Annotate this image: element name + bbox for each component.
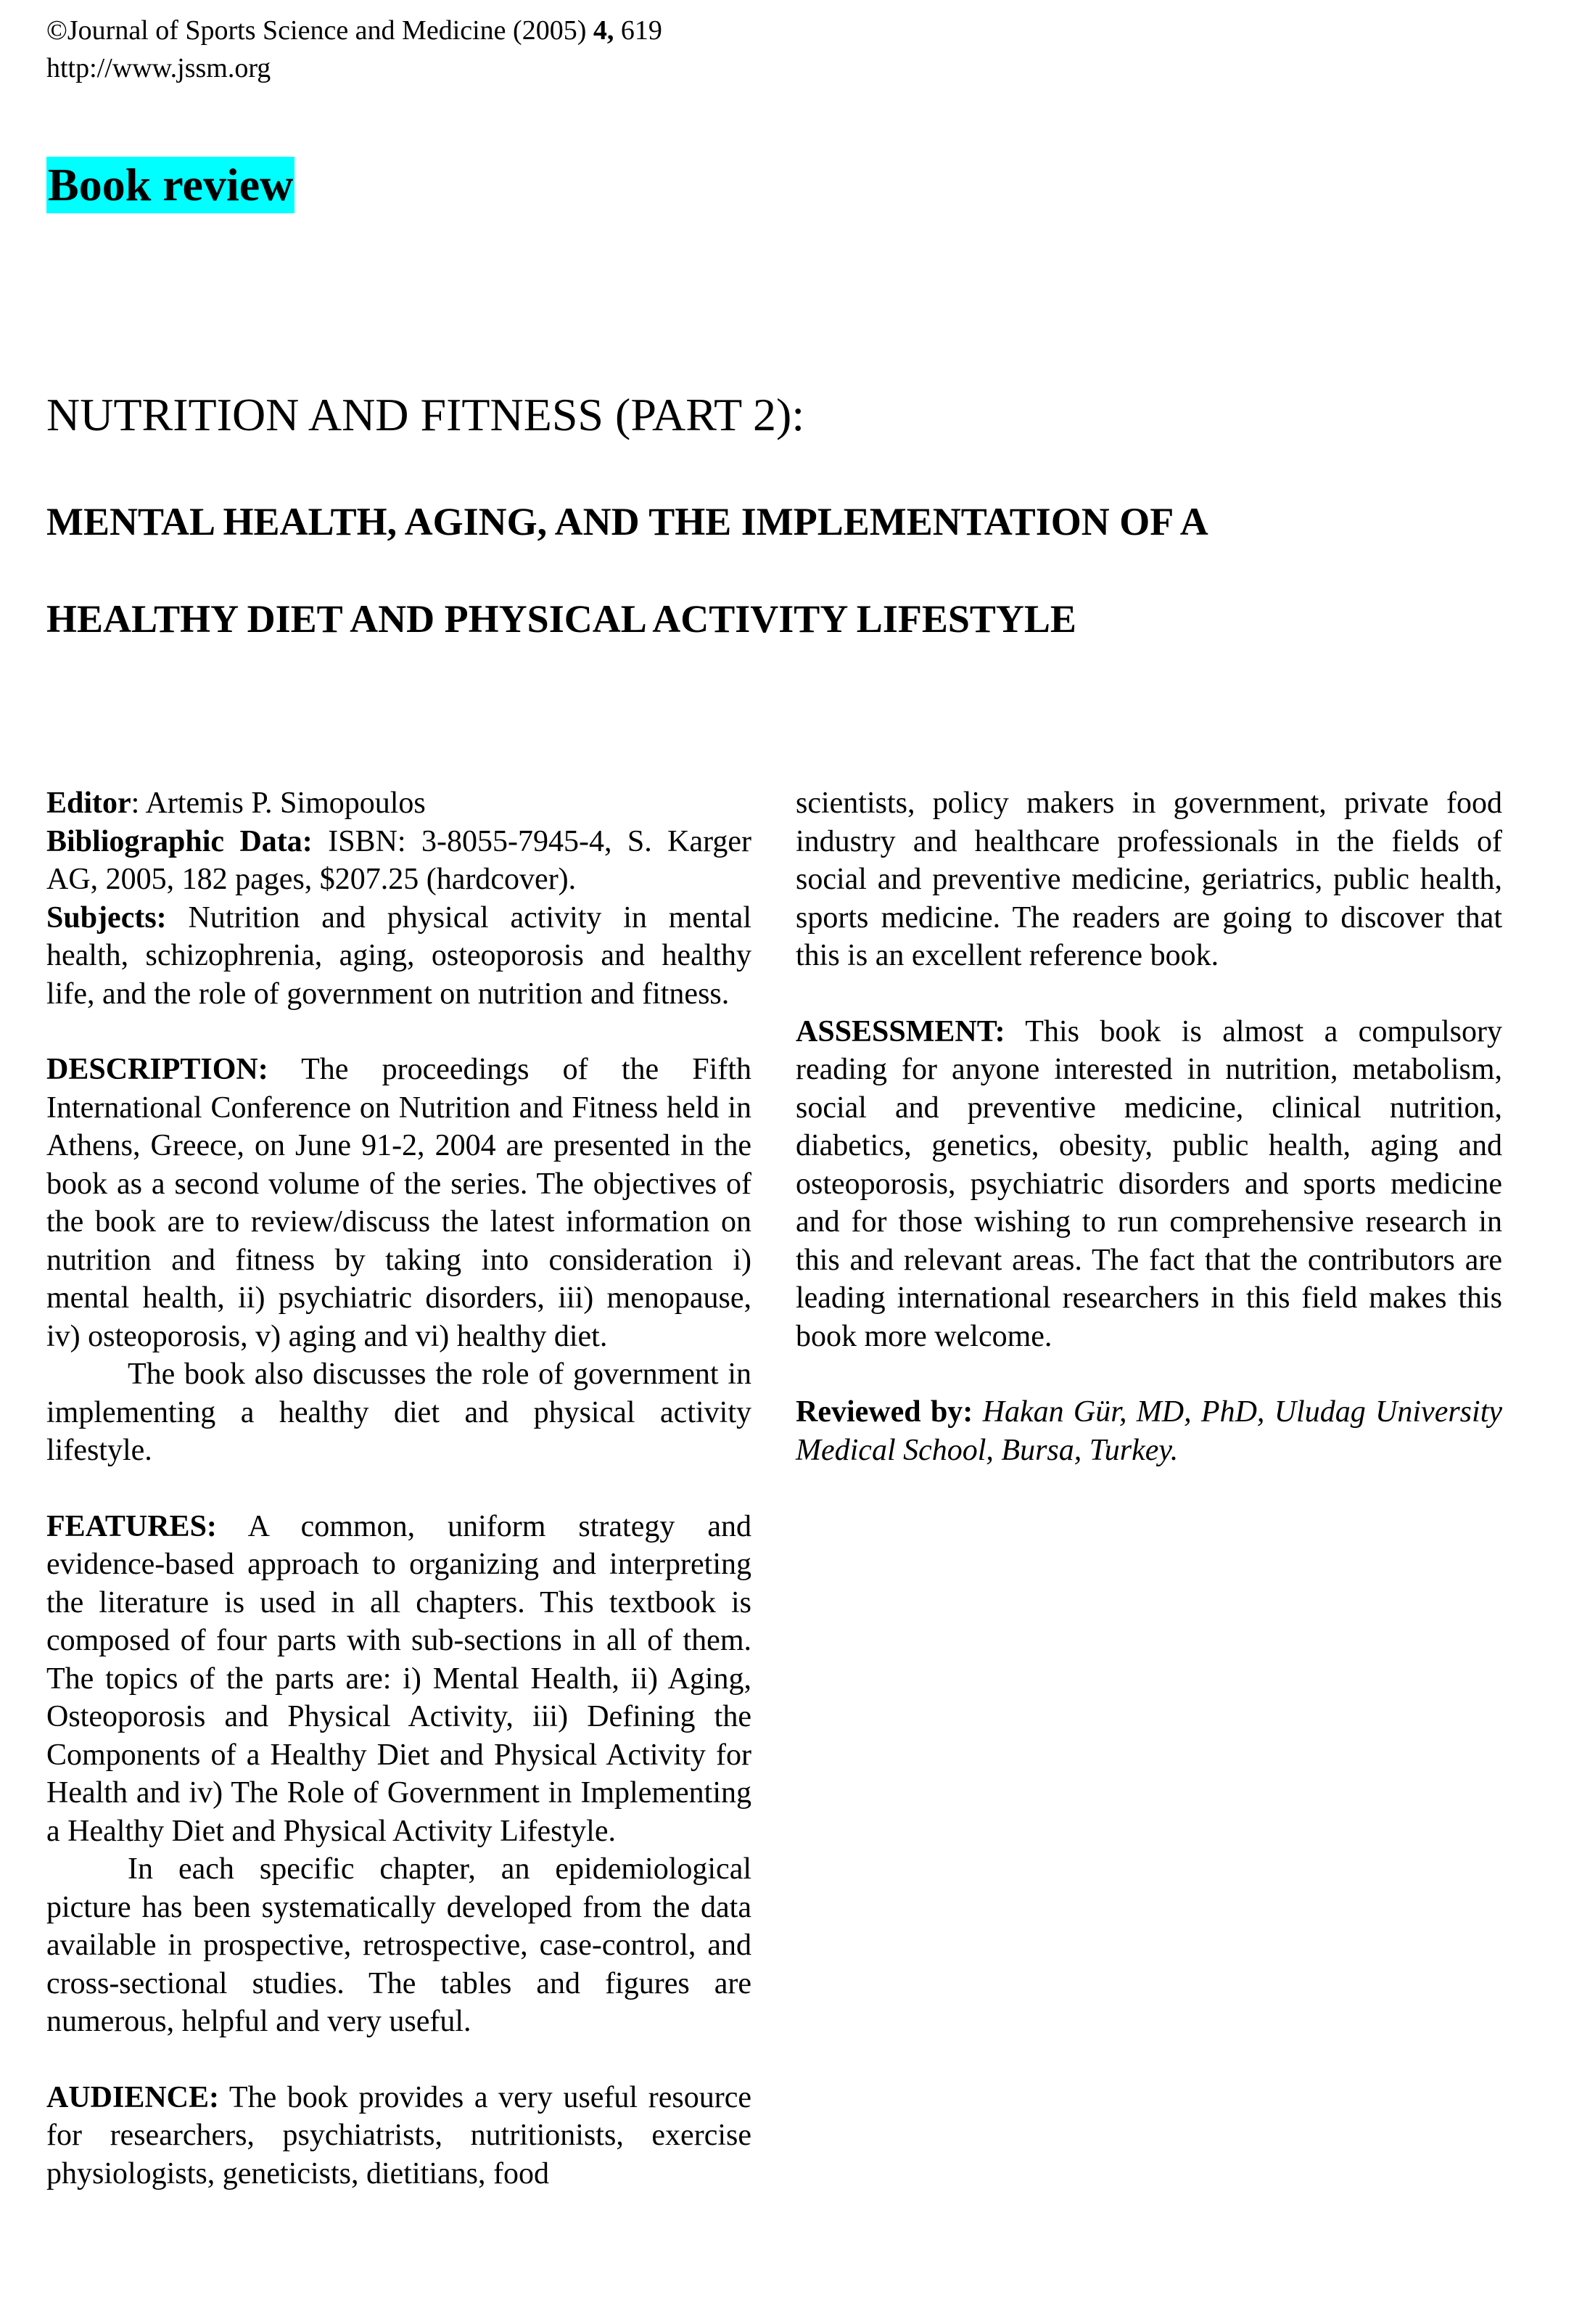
assessment-paragraph: ASSESSMENT: This book is almost a compulsory reading for anyone interested in nutrition, metabolism, social and preventive medicine, clinical nutrition, diabetics, genetics, obesity, public health, aging and osteoporosis, psychiatric disorders and sports medicine and for those wishing to run comprehensive research in this and relevant areas. The fact that the contributors are leading international researchers in this field makes this book more welcome.	[796, 1014, 1502, 1353]
description-paragraph: DESCRIPTION: The proceedings of the Fifth International Conference on Nutrition and Fitness held in Athens, Greece, on June 91-2, 2004 are presented in the book as a second volume of the series. The objectives of the book are to review/discuss the latest information on nutrition and fitness by taking into consideration i) mental health, ii) psychiatric disorders, iii) menopause, iv) osteoporosis, v) aging and vi) healthy diet.	[46, 1053, 751, 1353]
audience-paragraph: AUDIENCE: The book provides a very useful resource for researchers, psychiatrists, nutritionists, exercise physiologists, geneticists, dietitians, food	[46, 2080, 751, 2190]
article-subtitle-line-2: HEALTHY DIET AND PHYSICAL ACTIVITY LIFESTYLE	[46, 597, 1076, 641]
editor-line: Editor: Artemis P. Simopoulos	[46, 787, 426, 820]
description-paragraph-2: The book also discusses the role of government in implementing a healthy diet and physical activity lifestyle.	[46, 1358, 751, 1467]
reviewer-credit: Reviewed by: Hakan Gür, MD, PhD, Uludag University Medical School, Bursa, Turkey.	[796, 1395, 1503, 1467]
right-column	[796, 784, 1502, 1469]
article-title: NUTRITION AND FITNESS (PART 2):	[46, 389, 805, 440]
journal-volume: 4,	[593, 15, 614, 46]
article-subtitle-line-1: MENTAL HEALTH, AGING, AND THE IMPLEMENTATION OF A	[46, 500, 1208, 543]
section-tag: Book review	[46, 157, 294, 213]
subjects: Subjects: Nutrition and physical activity in mental health, schizophrenia, aging, osteoporosis and healthy life, and the role of government on nutrition and fitness.	[46, 900, 751, 1011]
bibliographic-data: Bibliographic Data: ISBN: 3-8055-7945-4, S. Karger AG, 2005, 182 pages, $207.25 (hardcover).	[46, 824, 751, 896]
features-paragraph: FEATURES: A common, uniform strategy and evidence-based approach to organizing and interpreting the literature is used in all chapters. This textbook is composed of four parts with sub-sections in all of them. The topics of the parts are: i) Mental Health, ii) Aging, Osteoporosis and Physical Activity, iii) Defining the Components of a Healthy Diet and Physical Activity for Health and iv) The Role of Government in Implementing a Healthy Diet and Physical Activity Lifestyle.	[46, 1509, 751, 1848]
features-paragraph-2: In each specific chapter, an epidemiological picture has been systematically developed from the data available in prospective, retrospective, case-control, and cross-sectional studies. The tables and figures are numerous, helpful and very useful.	[46, 1852, 751, 2038]
journal-page: 619	[614, 15, 662, 46]
journal-header	[46, 12, 662, 87]
left-column	[46, 784, 751, 2193]
audience-paragraph-continued: scientists, policy makers in government, private food industry and healthcare professionals in the fields of social and preventive medicine, geriatrics, public health, sports medicine. The readers are going to discover that this is an excellent reference book.	[796, 787, 1502, 972]
journal-url: http://www.jssm.org	[46, 53, 271, 83]
journal-citation: ©Journal of Sports Science and Medicine (2005) 4, 619	[46, 15, 662, 46]
